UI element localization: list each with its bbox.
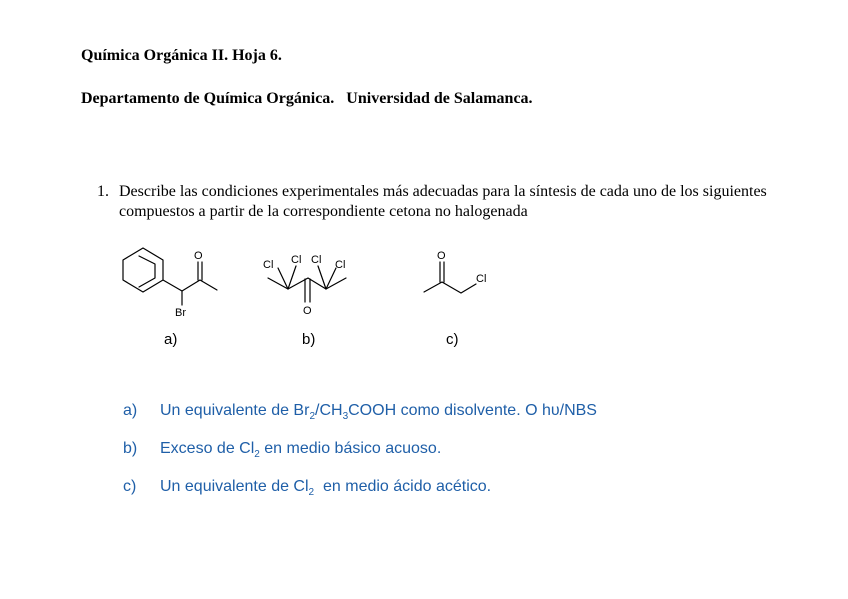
- structure-c-label: c): [446, 331, 459, 348]
- answer-a-part: COOH como disolvente. O hυ/NBS: [348, 402, 597, 419]
- structure-b-atom-cl-2: Cl: [291, 254, 302, 266]
- structure-b-atom-o: O: [303, 305, 312, 317]
- question-number: 1.: [97, 183, 109, 200]
- answer-b-part: Exceso de Cl: [160, 440, 255, 457]
- answer-a-letter: a): [123, 402, 138, 419]
- answer-b-subscript: 2: [254, 449, 260, 460]
- structure-c-drawing: [424, 250, 486, 293]
- answer-b-letter: b): [123, 440, 138, 457]
- structure-c-atom-cl: Cl: [476, 273, 487, 285]
- answer-c-part: Un equivalente de Cl: [160, 478, 309, 495]
- answer-b-part: en medio básico acuoso.: [259, 440, 442, 457]
- structure-b-ccl-bond-3: [318, 266, 326, 289]
- answer-a-subscript: 2: [309, 411, 315, 422]
- structure-b-chain: [268, 278, 346, 289]
- structure-a-drawing: [123, 248, 217, 319]
- answers-list: [123, 402, 597, 516]
- department-line: Departamento de Química Orgánica. Universidad de Salamanca.: [81, 90, 533, 107]
- structure-c-chain: [424, 282, 476, 293]
- structure-a-atom-br: Br: [175, 307, 186, 319]
- structure-b-atom-cl-3: Cl: [311, 254, 322, 266]
- structure-b-atom-cl-1: Cl: [263, 259, 274, 271]
- structure-a-atom-o: O: [194, 250, 203, 262]
- structure-b-atom-cl-4: Cl: [335, 259, 346, 271]
- structure-b-drawing: [263, 254, 346, 317]
- answer-c-text: [160, 478, 492, 498]
- answer-a-part: /CH: [315, 402, 343, 419]
- structure-c-atom-o: O: [437, 250, 446, 262]
- structure-b-label: b): [302, 331, 316, 348]
- benzene-inner-bonds: [139, 256, 155, 287]
- answer-c-part: en medio ácido acético.: [314, 478, 492, 495]
- question-text: Describe las condiciones experimentales más adecuadas para la síntesis de cada uno de los siguientes compuestos a partir de la correspondiente cetona no halogenada: [119, 183, 767, 220]
- answer-b: [123, 440, 597, 478]
- answer-c-subscript: 2: [308, 487, 315, 498]
- answer-a-subscript: 3: [342, 411, 349, 422]
- answer-b-text: [160, 440, 442, 460]
- answer-c-letter: c): [123, 478, 137, 495]
- structure-a-chain: [163, 280, 217, 291]
- answer-a-text: [160, 402, 597, 422]
- answer-a: [123, 402, 597, 440]
- sheet-title: Química Orgánica II. Hoja 6.: [81, 47, 282, 64]
- answer-a-part: Un equivalente de Br: [160, 402, 310, 419]
- structure-a-label: a): [164, 331, 178, 348]
- answer-c: [123, 478, 597, 516]
